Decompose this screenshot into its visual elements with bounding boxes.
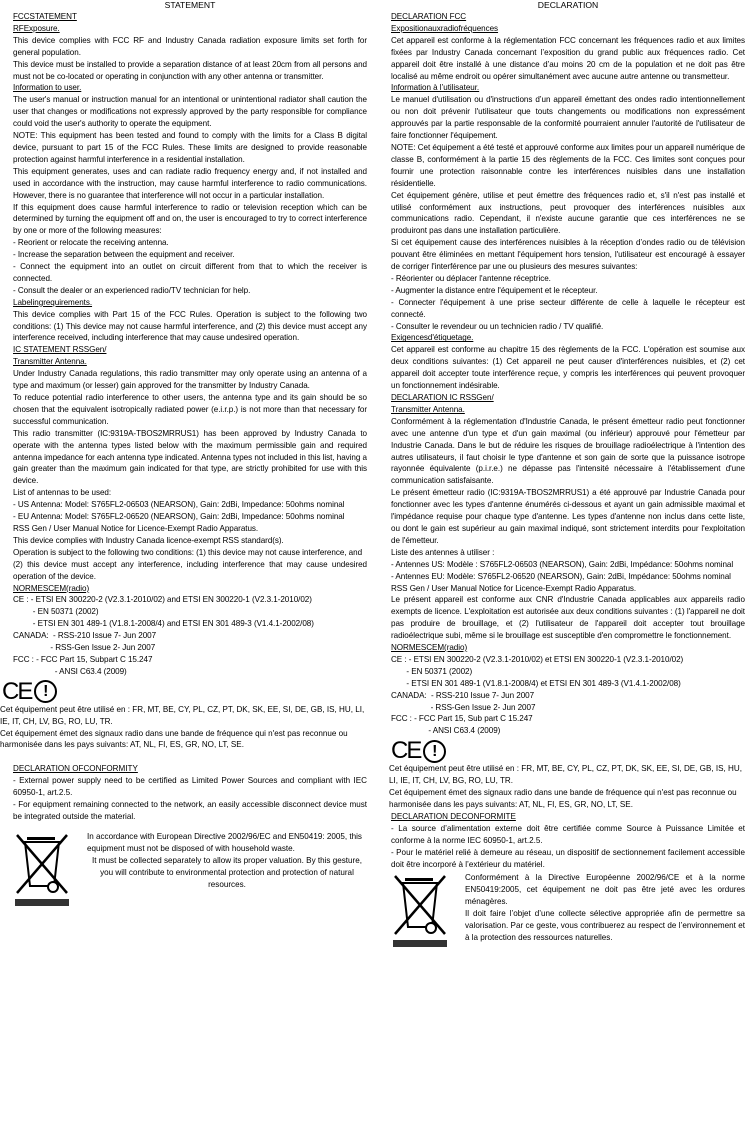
paragraph: - ANSI C63.4 (2009) [13,666,127,676]
paragraph: To reduce potential radio interference to other users, the antenna type and its gain should be so chosen that the equivalent isotropically radiated power (e.i.r.p.) is not more than that necessary for successful communication. [13,393,367,426]
section-heading: Expositionauxradiofréquences [391,23,499,33]
section-heading: Information to user. [13,83,82,93]
paragraph: - ETSI EN 301 489-1 (V1.8.1-2008/4) and ETSI EN 301 489-3 (V1.4.1-2002/08) [13,619,314,629]
ce-mark-icon [2,677,367,705]
paragraph: Conformément à la réglementation d'Industrie Canada, le présent émetteur radio peut fonctionner avec une antenne d'un type et d'un gain maximal (ou inférieur) approuvé pour l'émetteur par Industrie Canada. Dans le but de réduire les risques de brouillage radioélectrique à l'intention des autres utilisateurs, il faut choisir le type d'antenne et son gain de sorte que la puissance isotrope rayonnée équivalente (p.i.r.e.) ne dépasse pas l'intensité nécessaire à l'établissement d'une communication satisfaisante. [391,416,745,486]
countries-restricted: Cet équipement émet des signaux radio dans une bande de fréquence qui n'est pas reconnue ou harmonisée dans les pays suivants: AT, NL, FI, ES, GR, NO, LT, SE. [389,788,737,809]
section-heading: NORMESCEM(radio) [391,643,468,653]
paragraph: This device must be installed to provide a separation distance of at least 20cm from all persons and must not be co-located or operating in conjunction with any other antenna or transmitter. [13,59,367,81]
countries-allowed: Cet équipement peut être utilisé en : FR, MT, BE, CY, PL, CZ, PT, DK, SK, EE, SI, DE, GB, IS, HU, LI, IE, IT, CH, LV, BG, RO, LU, TR. [0,704,365,726]
weee-text [465,872,745,943]
paragraph: RSS Gen / User Manual Notice for Licence-Exempt Radio Apparatus. [391,583,637,593]
paragraph: - EN 50371 (2002) [391,666,473,676]
french-column [391,0,745,948]
section-heading: FCCSTATEMENT [13,12,77,21]
paragraph: - Connect the equipment into an outlet on circuit different from that to which the receiver is connected. [13,262,367,283]
paragraph: Operation is subject to the following two conditions: (1) this device may not cause interference, and [13,547,363,557]
paragraph: FCC : - FCC Part 15, Sub part C 15.247 [391,714,533,724]
paragraph: - Reorient or relocate the receiving antenna. [13,238,169,248]
paragraph: - Antennes US: Modèle : S765FL2-06503 (NEARSON), Gain: 2dBi, Impédance: 50ohms nominal [391,559,734,569]
section-heading: DECLARATION IC RSSGen/ [391,393,494,402]
paragraph: - Consulter le revendeur ou un technicien radio / TV qualifié. [391,321,604,331]
paragraph: - ANSI C63.4 (2009) [391,726,501,736]
weee-notice [13,831,367,907]
weee-text [87,831,367,891]
paragraph: Si cet équipement cause des interférences nuisibles à la réception d’ondes radio ou de télévision pouvant être éliminées en mettant l'équipement hors tension, l'utilisateur est encouragé à essayer de corriger l'interférence par une ou plusieurs des mesures suivantes: [391,238,745,272]
countries-allowed: Cet équipement peut être utilisé en : FR, MT, BE, CY, PL, CZ, PT, DK, SK, EE, SI, DE, GB, IS, HU, LI, IE, IT, CH, LV, BG, RO, LU, TR. [389,764,742,786]
ce-mark-text: CE [2,677,32,705]
paragraph: - EN 50371 (2002) [13,607,99,617]
weee-notice [391,872,745,948]
english-column [0,0,367,907]
ce-mark-text: CE [391,737,421,765]
section-heading: IC STATEMENT RSSGen/ [13,345,107,355]
paragraph: CANADA: - RSS-210 Issue 7- Jun 2007 [13,631,157,641]
doc-item: - La source d’alimentation externe doit être certifiée comme Source à Puissance Limitée et conforme à la norme IEC 60950-1, art.2.5. [391,823,745,845]
column-title: STATEMENT [164,0,216,10]
weee-text-1: In accordance with European Directive 2002/96/EC and EN50419: 2005, this equipment must not be disposed of with household waste. [87,831,362,853]
section-heading: Exigencesd'étiquetage. [391,333,474,343]
countries-note [0,704,370,752]
paragraph: Le présent émetteur radio (IC:9319A-TBOS2MRRUS1) a été approuvé par Industrie Canada pour fonctionner avec les types d'antenne énumérés ci-dessous et ayant un gain admissible maximal et l'impédance requise pour chaque type d'antenne. Les types d'antenne non inclus dans cette liste, ou dont le gain est supérieur au gain maximal indiqué, sont strictement interdits pour l'exploitation de l'émetteur. [391,488,745,545]
declaration-of-conformity [13,763,367,823]
paragraph: This device complies with Part 15 of the FCC Rules. Operation is subject to the following two conditions: (1) This device may not cause harmful interference, and (2) this device must accept any interference received, including interference that may cause undesired operation. [13,309,367,343]
section-heading: Labelingrequirements. [13,297,93,307]
paragraph: RSS Gen / User Manual Notice for Licence-Exempt Radio Apparatus. [13,523,259,533]
ce-mark-icon [391,739,745,763]
doc-item: - For equipment remaining connected to the network, an easily accessible disconnect device must be integrated outside the material. [13,800,367,821]
paragraph: NOTE: Cet équipement a été testé et approuvé conforme aux limites pour un appareil numérique de classe B, conformément à la partie 15 des règlements de la FCC. Ces limites sont conçues pour fournir une protection raisonnable contre les interférences nuisibles dans une installation résidentielle. [391,142,745,188]
doc-item: - Pour le matériel relié à demeure au réseau, un dispositif de sectionnement facilement accessible doit être incorporé à l’extérieur du matériel. [391,847,745,869]
section-heading: DECLARATION FCC [391,12,467,21]
section-heading: NORMESCEM(radio) [13,583,90,593]
paragraph: This device complies with Industry Canada licence-exempt RSS standard(s). [13,535,284,545]
paragraph: CE : - ETSI EN 300220-2 (V2.3.1-2010/02) and ETSI EN 300220-1 (V2.3.1-2010/02) [13,595,312,605]
paragraph: Le manuel d'utilisation ou d'instructions d’un appareil émettant des ondes radio intentionnellement ou non doit prévenir l'utilisateur que touts changements ou modifications non expressément approuvés par la partie responsable de la conformité pourraient annuler l'autorité de l'utilisateur de faire fonctionner l'équipement. [391,95,745,141]
paragraph: - Réorienter ou déplacer l'antenne réceptrice. [391,273,551,283]
section-heading: Transmitter Antenna. [13,357,87,367]
paragraph: - Antennes EU: Modèle: S765FL2-06520 (NEARSON), Gain: 2dBi, Impédance: 50ohms nominal [391,571,731,581]
paragraph: - EU Antenna: Model: S765FL2-06520 (NEARSON), Gain: 2dBi, Impedance: 50ohms nominal [13,512,345,522]
alert-circle-icon: ! [34,680,57,703]
paragraph: Under Industry Canada regulations, this radio transmitter may only operate using an antenna of a type and maximum (or lesser) gain approved for the transmitter by Industry Canada. [13,369,367,391]
countries-restricted: Cet équipement émet des signaux radio dans une bande de fréquence qui n'est pas reconnue ou harmonisée dans les pays suivants: AT, NL, FI, ES, GR, NO, LT, SE. [0,728,348,750]
paragraph: - Connecter l'équipement à une prise secteur différente de celle à laquelle le récepteur est connecté. [391,297,745,319]
alert-circle-icon: ! [423,740,446,763]
paragraph: List of antennas to be used: [13,488,112,498]
paragraph: - US Antenna: Model: S765FL2-06503 (NEARSON), Gain: 2dBi, Impedance: 50ohms nominal [13,500,345,510]
weee-text-1: Conformément à la Directive Européenne 2002/96/CE et à la norme EN50419:2005, cet équipement ne doit pas être jeté avec les ordures ménagères. [465,873,745,907]
weee-crossed-bin-icon [391,872,449,948]
doc-title: DECLARATION OFCONFORMITY [13,764,138,774]
paragraph: This equipment generates, uses and can radiate radio frequency energy and, if not installed and used in accordance with the instruction, may cause harmful interference to radio communications. However, there is no guarantee that interference will not occur in a particular installation. [13,166,367,200]
paragraph: - RSS-Gen Issue 2- Jun 2007 [391,702,536,712]
doc-item: - External power supply need to be certified as Limited Power Sources and compliant with IEC 60950-1, art.2.5. [13,776,367,798]
paragraph: Cet appareil est conforme au chapitre 15 des règlements de la FCC. L'opération est soumise aux deux conditions suivantes: (1) Cet appareil ne peut causer d'interférences nuisibles, et (2) cet appareil doit accepter toute interférence reçue, y compris les interférences qui peuvent provoquer un fonctionnement indésirable. [391,345,745,391]
paragraph: FCC : - FCC Part 15, Subpart C 15.247 [13,654,153,664]
paragraph: CE : - ETSI EN 300220-2 (V2.3.1-2010/02) et ETSI EN 300220-1 (V2.3.1-2010/02) [391,654,684,664]
declaration-of-conformity [391,811,745,871]
paragraph: This radio transmitter (IC:9319A-TBOS2MRRUS1) has been approved by Industry Canada to operate with the antenna types listed below with the maximum permissible gain and required antenna impedance for each antenna type indicated. Antenna types not included in this list, having a gain greater than the maximum gain indicated for that type, are strictly prohibited for use with this device. [13,428,367,486]
paragraph: (2) this device must accept any interference, including interference that may cause undesired operation of the device. [13,559,367,581]
declaration-body [391,11,745,737]
paragraph: - ETSI EN 301 489-1 (V1.8.1-2008/4) et ETSI EN 301 489-3 (V1.4.1-2002/08) [391,678,681,688]
weee-text-2: Il doit faire l’objet d’une collecte sélective appropriée afin de permettre sa valorisation. Par ce geste, vous contribuerez au respect de l’environnement et à la protection des ressources naturelles. [465,909,745,942]
paragraph: Cet appareil est conforme à la réglementation FCC concernant les fréquences radio et aux limites fixées par Industry Canada concernant l’exposition du grand public aux fréquences radio. Cet appareil doit être installé à une distance d’au moins 20 cm de la population et ne doit pas être localisé au même endroit ou opérer simultanément avec aucune autre antenne ou transmetteur. [391,35,745,81]
column-title: DECLARATION [537,0,599,10]
countries-note [389,763,747,811]
paragraph: - Consult the dealer or an experienced radio/TV technician for help. [13,285,251,295]
paragraph: The user's manual or instruction manual for an intentional or unintentional radiator shall caution the user that changes or modifications not expressly approved by the party responsible for compliance could void the user's authority to operate the equipment. [13,95,367,129]
statement-body [13,11,367,678]
paragraph: This device complies with FCC RF and Industry Canada radiation exposure limits set forth for general population. [13,35,367,57]
paragraph: If this equipment does cause harmful interference to radio or television reception which can be determined by turning the equipment off and on, the user is encouraged to try to correct interference by one or more of the following measures: [13,202,367,236]
paragraph: NOTE: This equipment has been tested and found to comply with the limits for a Class B digital device, pursuant to part 15 of the FCC Rules. These limits are designed to provide reasonable protection against harmful interference in a residential installation. [13,131,367,164]
paragraph: Liste des antennes à utiliser : [391,547,495,557]
paragraph: - Augmenter la distance entre l'équipement et le récepteur. [391,285,598,295]
section-heading: Information à l’utilisateur. [391,83,480,93]
weee-text-2: It must be collected separately to allow its proper valuation. By this gesture, you will contribute to environmental protection and protection of natural resources. [92,855,362,889]
paragraph: Cet équipement génère, utilise et peut émettre des fréquences radio et, s'il n'est pas installé et utilisé conformément aux instructions, peut provoquer des interférences nuisibles aux communications radio. Cependant, il n'existe aucune garantie que ces interférences ne se produiront pas dans une installation particulière. [391,190,745,236]
paragraph: - RSS-Gen Issue 2- Jun 2007 [13,643,156,653]
section-heading: RFExposure. [13,23,60,33]
paragraph: - Increase the separation between the equipment and receiver. [13,250,235,260]
section-heading: Transmitter Antenna. [391,404,465,414]
paragraph: CANADA: - RSS-210 Issue 7- Jun 2007 [391,690,535,700]
weee-crossed-bin-icon [13,831,71,907]
doc-title: DECLARATION DECONFORMITE [391,811,516,821]
paragraph: Le présent appareil est conforme aux CNR d'Industrie Canada applicables aux appareils radio exempts de licence. L'exploitation est autorisée aux deux conditions suivantes : (1) l'appareil ne doit pas produire de brouillage, et (2) l'utilisateur de l'appareil doit accepter tout brouillage radioélectrique subi, même si le brouillage est susceptible d'en compromettre le fonctionnement. [391,595,745,641]
